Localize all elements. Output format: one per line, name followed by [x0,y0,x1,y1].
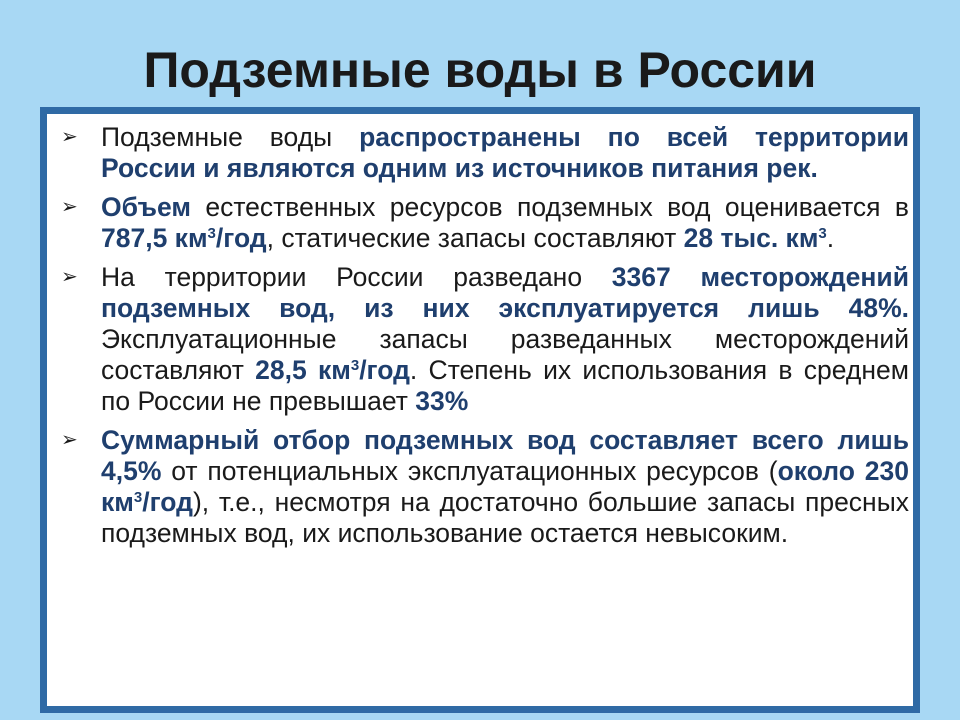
superscript-run: 3 [818,225,827,242]
arrow-bullet-icon: ➢ [61,266,78,288]
bullet-text [101,122,909,183]
text-run: . [826,223,835,253]
superscript-run: 3 [207,225,216,242]
slide-title: Подземные воды в России [143,42,817,98]
emphasis-run: 28,5 км [255,355,351,385]
bullet-text [101,192,909,253]
emphasis-run: 28 тыс. км [683,223,819,253]
emphasis-run: около 230 км [101,456,909,517]
emphasis-run: /год [142,487,193,517]
content-frame [40,107,920,713]
text-run: . Степень их использования в среднем по России не превышает [101,355,909,416]
text-run: от потенциальных эксплуатационных ресурсов ( [161,456,778,486]
text-run: , статические запасы составляют [266,223,684,253]
emphasis-run: Суммарный отбор подземных вод составляет всего лишь 4,5% [101,425,909,486]
arrow-bullet-icon: ➢ [61,196,78,218]
emphasis-run: 787,5 км [101,223,208,253]
bullet-text [101,425,909,548]
emphasis-run: /год [215,223,267,253]
emphasis-run: распространены по всей территории России и являются одним из источников питания рек. [101,122,909,183]
emphasis-run: Объем [101,192,191,222]
bullet-item-2 [59,192,909,254]
bullet-item-1 [59,122,909,184]
arrow-bullet-icon: ➢ [61,126,78,148]
emphasis-run: 3367 месторождений подземных вод, из них эксплуатируется лишь 48%. [101,262,909,323]
bullet-text [101,262,909,416]
bullet-list [59,122,909,557]
superscript-run: 3 [350,357,360,374]
emphasis-run: /год [359,355,410,385]
text-run: ), т.е., несмотря на достаточно большие запасы пресных подземных вод, их использование остается невысоким. [101,487,909,548]
arrow-bullet-icon: ➢ [61,429,78,451]
superscript-run: 3 [133,489,143,506]
text-run: естественных ресурсов подземных вод оценивается в [190,192,909,222]
text-run: На территории России разведано [101,262,612,292]
emphasis-run: 33% [415,386,469,416]
text-run: Подземные воды [101,122,360,152]
bullet-item-4 [59,425,909,549]
text-run: Эксплуатационные запасы разведанных месторождений составляют [101,324,909,385]
bullet-item-3 [59,262,909,417]
